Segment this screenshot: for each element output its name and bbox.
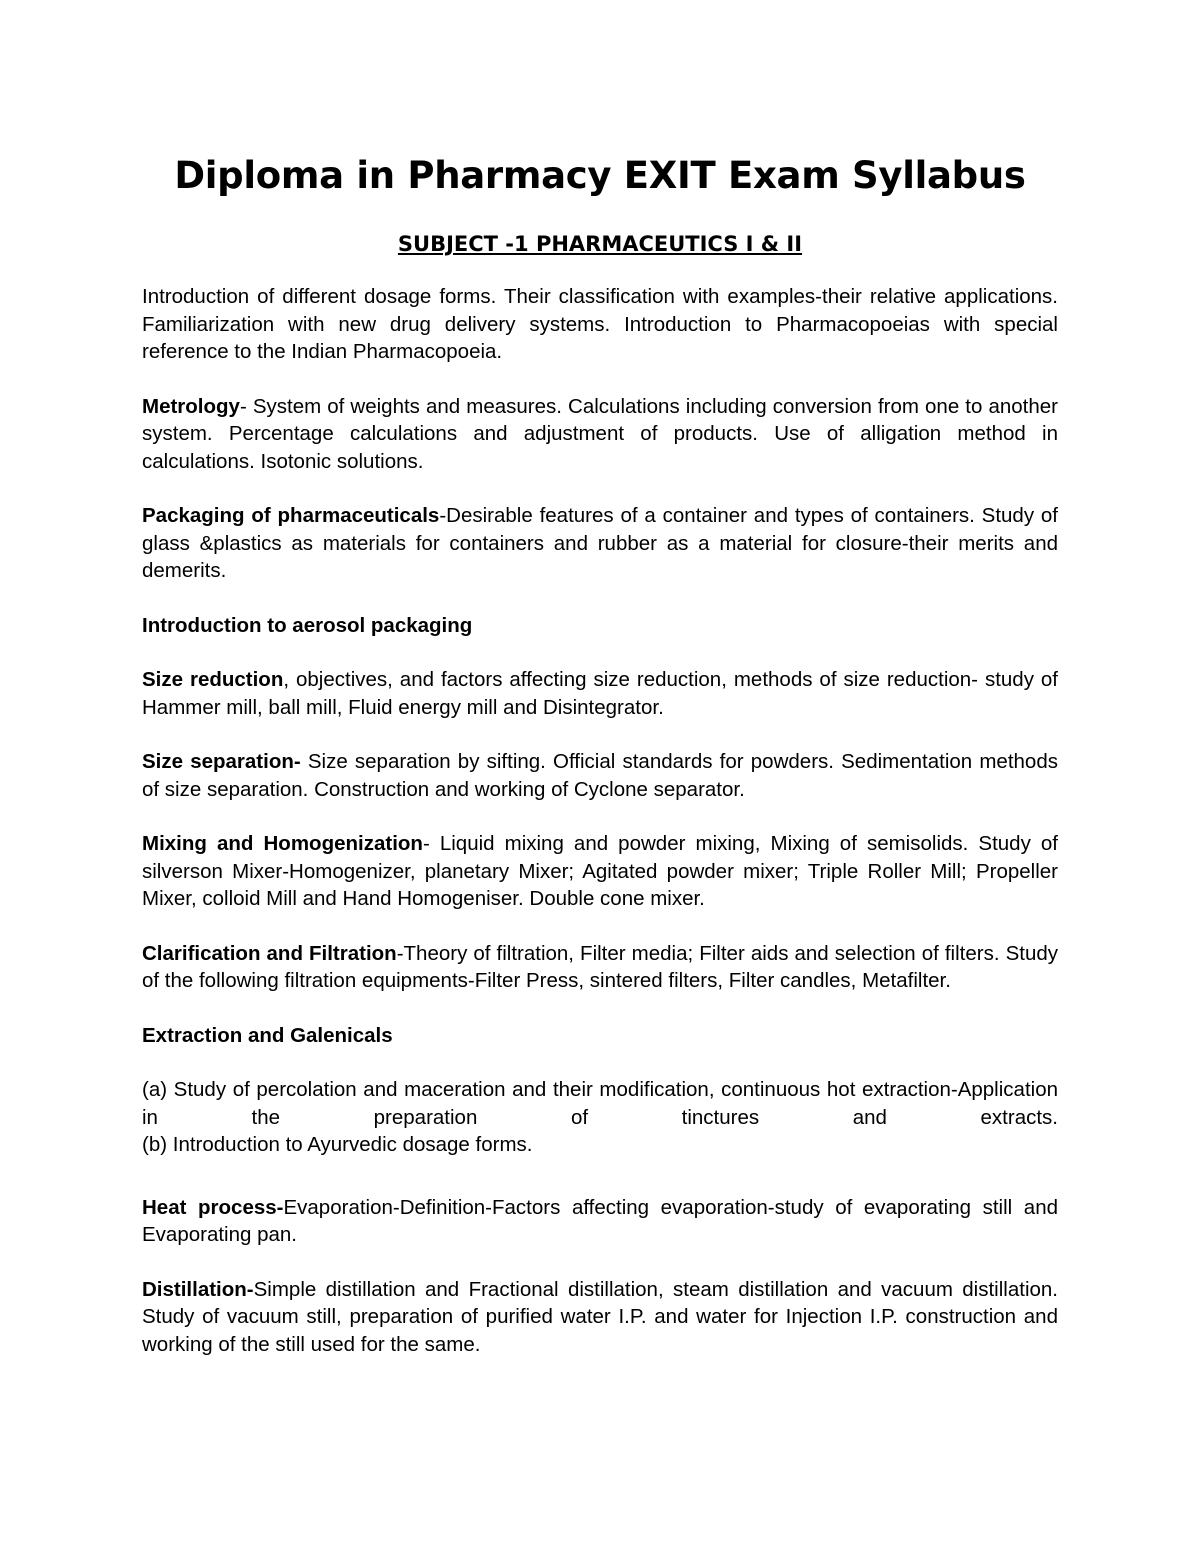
metrology-heading: Metrology [142, 394, 240, 418]
syllabus-body [142, 283, 1058, 1385]
clarification-heading: Clarification and Filtration [142, 941, 397, 965]
packaging-paragraph [142, 502, 1058, 585]
aerosol-heading: Introduction to aerosol packaging [142, 613, 473, 637]
size-reduction-paragraph [142, 666, 1058, 721]
intro-text: Introduction of different dosage forms. Their classification with examples-their relative applications. Familiarization with new drug delivery systems. Introduction to Pharmacopoeias with special reference to the Indian Pharmacopoeia. [142, 285, 1058, 363]
metrology-paragraph [142, 393, 1058, 476]
extraction-item-a: (a) Study of percolation and maceration and their modification, continuous hot extraction-Application in the preparation of tinctures and extracts. [142, 1078, 1058, 1129]
mixing-heading: Mixing and Homogenization [142, 832, 423, 855]
mixing-text: - Liquid mixing and powder mixing, Mixing of semisolids. Study of silverson Mixer-Homogenizer, planetary Mixer; Agitated powder mixer; Triple Roller Mill; Propeller Mixer, colloid Mill and Hand Homogeniser. Double cone mixer. [142, 832, 1058, 910]
size-separation-heading: Size separation- [142, 750, 301, 773]
heat-process-heading: Heat process- [142, 1195, 284, 1219]
aerosol-paragraph [142, 612, 1058, 640]
size-reduction-heading: Size reduction [142, 668, 284, 691]
size-reduction-text: , objectives, and factors affecting size reduction, methods of size reduction- study of Hammer mill, ball mill, Fluid energy mill and Disintegrator. [142, 668, 1058, 719]
packaging-text: -Desirable features of a container and types of containers. Study of glass &plastics as materials for containers and rubber as a material for closure-their merits and demerits. [142, 504, 1059, 582]
intro-paragraph [142, 283, 1058, 366]
extraction-items [142, 1076, 1058, 1159]
distillation-paragraph [142, 1276, 1058, 1359]
extraction-heading: Extraction and Galenicals [142, 1023, 393, 1047]
clarification-text: -Theory of filtration, Filter media; Filter aids and selection of filters. Study of the following filtration equipments-Filter Press, sintered filters, Filter candles, Metafilter. [142, 941, 1058, 992]
extraction-heading-paragraph [142, 1022, 1058, 1050]
subject-heading: SUBJECT -1 PHARMACEUTICS I & II [397, 232, 803, 256]
mixing-paragraph [142, 830, 1058, 913]
distillation-text: Simple distillation and Fractional distillation, steam distillation and vacuum distillation. Study of vacuum still, preparation of purified water I.P. and water for Injection I.P. construction and working of the still used for the same. [142, 1277, 1058, 1356]
heat-process-paragraph [142, 1194, 1058, 1249]
metrology-text: - System of weights and measures. Calculations including conversion from one to another system. Percentage calculations and adjustment of products. Use of alligation method in calculations. Isotonic solutions. [142, 394, 1058, 473]
packaging-heading: Packaging of pharmaceuticals [142, 504, 440, 527]
document-title: Diploma in Pharmacy EXIT Exam Syllabus [174, 154, 1026, 197]
size-separation-paragraph [142, 748, 1058, 803]
size-separation-text: Size separation by sifting. Official standards for powders. Sedimentation methods of size separation. Construction and working of Cyclone separator. [142, 750, 1058, 801]
clarification-paragraph [142, 940, 1058, 995]
heat-process-text: Evaporation-Definition-Factors affecting evaporation-study of evaporating still and Evaporating pan. [142, 1195, 1058, 1246]
distillation-heading: Distillation- [142, 1277, 254, 1301]
extraction-item-b: (b) Introduction to Ayurvedic dosage forms. [142, 1133, 533, 1156]
